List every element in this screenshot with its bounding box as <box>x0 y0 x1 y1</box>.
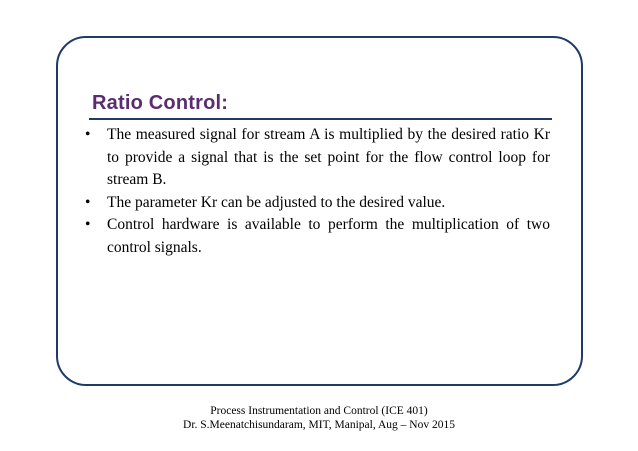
bullet-marker: • <box>85 216 91 233</box>
footer-author: Dr. S.Meenatchisundaram, MIT, Manipal, Aug – Nov 2015 <box>183 419 455 431</box>
bullet-text: Control hardware is available to perform the multiplication of two control signals. <box>107 216 550 256</box>
bullet-list <box>80 124 550 259</box>
bullet-marker: • <box>85 193 91 211</box>
bullet-item-ratio-multiplication <box>80 124 550 192</box>
bullet-text: The measured signal for stream A is multiplied by the desired ratio Kr to provide a signal that is the set point for the flow control loop for stream B. <box>107 126 550 188</box>
bullet-item-control-hardware <box>80 214 550 259</box>
footer-course: Process Instrumentation and Control (ICE 401) <box>210 405 428 417</box>
title-underline <box>89 118 552 120</box>
bullet-marker: • <box>85 126 91 143</box>
bullet-item-parameter-kr <box>80 192 550 215</box>
slide-title: Ratio Control: <box>92 92 229 114</box>
bullet-text: The parameter Kr can be adjusted to the desired value. <box>107 193 446 211</box>
